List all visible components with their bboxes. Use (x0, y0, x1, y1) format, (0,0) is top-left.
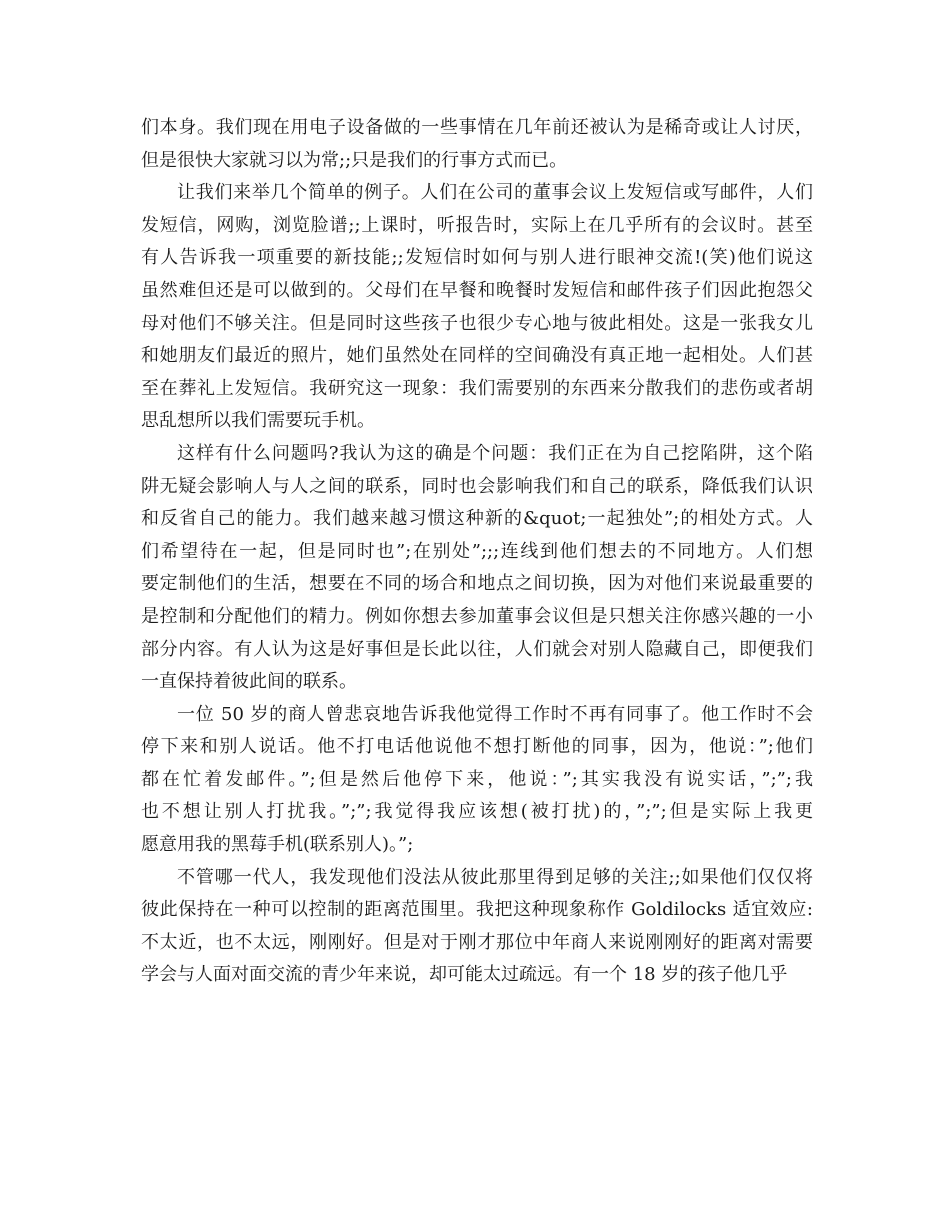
paragraph (141, 177, 813, 438)
text-line: 也不想让别人打扰我。”;”;我觉得我应该想(被打扰)的，”;”;但是实际上我更 (141, 801, 813, 823)
text-line: 要定制他们的生活，想要在不同的场合和地点之间切换，因为对他们来说最重要的 (141, 573, 813, 595)
text-line: 部分内容。有人认为这是好事但是长此以往，人们就会对别人隐藏自己，即便我们 (141, 638, 813, 660)
text-line: 让我们来举几个简单的例子。人们在公司的董事会议上发短信或写邮件，人们 (177, 182, 813, 204)
text-line: 至在葬礼上发短信。我研究这一现象：我们需要别的东西来分散我们的悲伤或者胡 (141, 377, 813, 399)
text-line: 们本身。我们现在用电子设备做的一些事情在几年前还被认为是稀奇或让人讨厌， (141, 117, 813, 138)
paragraph (141, 699, 813, 862)
document-body (141, 112, 813, 992)
text-line: 是控制和分配他们的精力。例如你想去参加董事会议但是只想关注你感兴趣的一小 (141, 605, 813, 627)
text-line: 思乱想所以我们需要玩手机。 (141, 410, 375, 432)
text-line: 母对他们不够关注。但是同时这些孩子也很少专心地与彼此相处。这是一张我女儿 (141, 312, 813, 334)
text-line: 不管哪一代人，我发现他们没法从彼此那里得到足够的关注;;如果他们仅仅将 (177, 866, 813, 888)
text-line: 愿意用我的黑莓手机(联系别人)。”; (141, 834, 414, 856)
text-line: 和她朋友们最近的照片，她们虽然处在同样的空间确没有真正地一起相处。人们甚 (141, 345, 813, 367)
text-line: 一直保持着彼此间的联系。 (141, 671, 357, 693)
paragraph (141, 438, 813, 699)
paragraph (141, 112, 813, 177)
text-line: 和反省自己的能力。我们越来越习惯这种新的&quot;一起独处”;的相处方式。人 (141, 508, 813, 530)
text-line: 们希望待在一起，但是同时也”;在别处”;;;连线到他们想去的不同地方。人们想 (141, 540, 813, 562)
text-line: 虽然难但还是可以做到的。父母们在早餐和晚餐时发短信和邮件孩子们因此抱怨父 (141, 279, 813, 301)
text-line: 这样有什么问题吗?我认为这的确是个问题：我们正在为自己挖陷阱，这个陷 (177, 442, 813, 464)
text-line: 不太近，也不太远，刚刚好。但是对于刚才那位中年商人来说刚刚好的距离对需要 (141, 931, 813, 953)
text-line: 都在忙着发邮件。”;但是然后他停下来，他说：”;其实我没有说实话，”;”;我 (141, 768, 813, 790)
text-line: 有人告诉我一项重要的新技能;;发短信时如何与别人进行眼神交流!(笑)他们说这 (141, 247, 813, 269)
text-line: 一位 50 岁的商人曾悲哀地告诉我他觉得工作时不再有同事了。他工作时不会 (177, 703, 813, 725)
paragraph (141, 862, 813, 992)
text-line: 学会与人面对面交流的青少年来说，却可能太过疏远。有一个 18 岁的孩子他几乎 (141, 964, 788, 986)
text-line: 发短信，网购，浏览脸谱;;上课时，听报告时，实际上在几乎所有的会议时。甚至 (141, 214, 813, 236)
text-line: 彼此保持在一种可以控制的距离范围里。我把这种现象称作 Goldilocks 适宜效应: (141, 899, 813, 921)
text-line: 阱无疑会影响人与人之间的联系，同时也会影响我们和自己的联系，降低我们认识 (141, 475, 813, 497)
text-line: 停下来和别人说话。他不打电话他说他不想打断他的同事，因为，他说：”;他们 (141, 736, 813, 758)
text-line: 但是很快大家就习以为常;;只是我们的行事方式而已。 (141, 149, 568, 171)
